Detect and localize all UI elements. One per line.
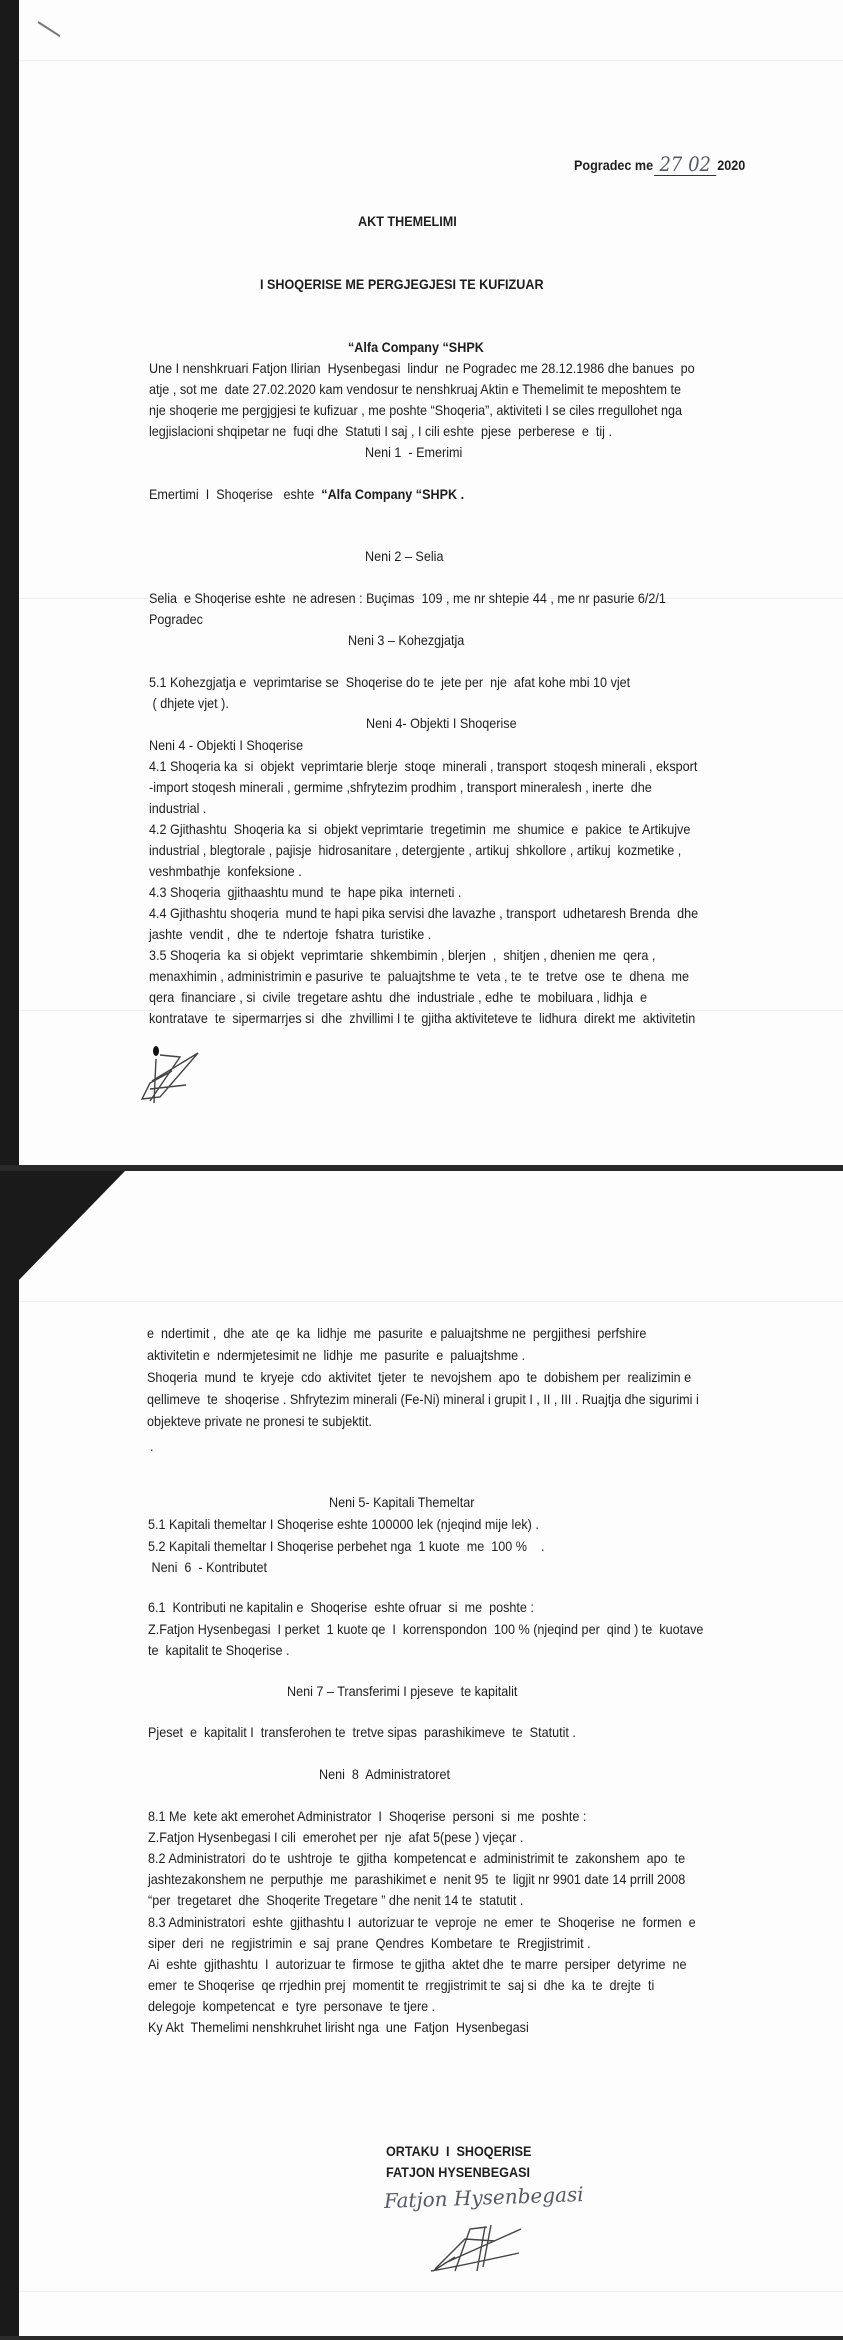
- statement-text: Emertimi I Shoqerise eshte: [149, 486, 322, 502]
- administrator-line: Z.Fatjon Hysenbegasi I cili emerohet per nje afat 5(pese ) vjeçar .: [148, 1829, 524, 1846]
- signatory-name: FATJON HYSENBEGASI: [386, 2164, 530, 2180]
- object-line: jashte vendit , dhe te ndertoje fshatra turistike .: [149, 926, 432, 942]
- scan-edge-left: [0, 1171, 19, 2337]
- article-5-heading: Neni 5- Kapitali Themeltar: [329, 1494, 475, 1510]
- capital-line: 5.2 Kapitali themeltar I Shoqerise perbehet nga 1 kuote me 100 % .: [148, 1537, 545, 1554]
- date-prefix: Pogradec me: [574, 157, 654, 173]
- signature-page-1: [120, 1045, 220, 1115]
- continuation-line: objekteve private ne pronesi te subjektit.: [147, 1413, 372, 1429]
- contribution-line: 6.1 Kontributi ne kapitalin e Shoqerise eshte ofruar si me poshte :: [148, 1599, 534, 1615]
- administrator-line: Ky Akt Themelimi nenshkruhet lirisht nga une Fatjon Hysenbegasi: [148, 2019, 529, 2035]
- capital-line: Neni 6 - Kontributet: [148, 1559, 268, 1575]
- administrator-line: 8.1 Me kete akt emerohet Administrator I Shoqerise personi si me poshte :: [148, 1808, 587, 1824]
- scan-artifact: [19, 1301, 843, 1302]
- article-1-heading: Neni 1 - Emerimi: [365, 444, 463, 460]
- article-8-heading: Neni 8 Administratoret: [319, 1766, 450, 1782]
- signatory-role: ORTAKU I SHOQERISE: [386, 2143, 532, 2159]
- object-line: 3.5 Shoqeria ka si objekt veprimtarie shkembimin , blerjen , shitjen , dhenien me qera ,: [149, 947, 656, 963]
- handwritten-name: Fatjon Hysenbegasi: [383, 2182, 585, 2213]
- object-line: 4.1 Shoqeria ka si objekt veprimtarie blerje stoqe minerali , transport stoqesh minerali , eksport: [149, 758, 698, 774]
- document-title: AKT THEMELIMI: [358, 213, 457, 229]
- duration-line: ( dhjete vjet ).: [149, 695, 229, 711]
- capital-line: 5.1 Kapitali themeltar I Shoqerise eshte 100000 lek (njeqind mije lek) .: [148, 1516, 539, 1532]
- administrator-line: 8.2 Administratori do te ushtroje te gjitha kompetencat e administrimit te zakonshem apo te: [148, 1850, 686, 1867]
- article-4-heading: Neni 4- Objekti I Shoqerise: [366, 715, 517, 731]
- continuation-line: aktivitetin e ndermjetesimit ne lidhje me pasurite e paluajtshme .: [147, 1347, 526, 1363]
- signature-page-2: [425, 2219, 535, 2279]
- object-line: -import stoqesh minerali , germime ,shfrytezim prodhim , transport mineralesh , inerte dhe: [149, 779, 652, 795]
- scan-artifact: [19, 2291, 843, 2292]
- company-name-heading: “Alfa Company “SHPK: [348, 339, 484, 355]
- document-page-2: [0, 1171, 843, 2337]
- object-line: qera financiare , si civile tregetare ashtu dhe industriale , edhe te mobiluara , lidhja e: [149, 989, 647, 1005]
- object-line: kontratave te sipermarrjes si dhe zhvillimi I te gjitha aktiviteteve te lidhura direkt me aktivitetin: [149, 1010, 696, 1026]
- stray-dot: .: [150, 1438, 154, 1454]
- object-line: veshmbathje konfeksione .: [149, 863, 302, 879]
- object-line: industrial , blegtorale , pajisje hidrosanitare , detergjente , artikuj shkollore , artikuj kozmetike ,: [149, 842, 682, 858]
- intro-paragraph-line: nje shoqerie me pergjgjesi te kufizuar , me poshte “Shoqeria”, aktiviteti I se ciles rregullohet nga: [149, 402, 682, 418]
- administrator-line: Ai eshte gjithashtu I autorizuar te firmose te gjitha aktet dhe te marre persiper detyrime ne: [148, 1955, 687, 1972]
- company-name: “Alfa Company “SHPK .: [321, 486, 465, 502]
- article-3-heading: Neni 3 – Kohezgjatja: [348, 632, 465, 648]
- document-subtitle: I SHOQERISE ME PERGJEGJESI TE KUFIZUAR: [260, 276, 544, 292]
- intro-paragraph-line: atje , sot me date 27.02.2020 kam vendosur te nenshkruaj Aktin e Themelimit te meposhtem te: [149, 381, 682, 397]
- scan-edge-left: [0, 0, 19, 1167]
- continuation-line: Shoqeria mund te kryeje cdo aktivitet tjeter te nevojshem apo te dobishem per realizimin e: [147, 1369, 692, 1385]
- seat-line: Pogradec: [149, 611, 203, 627]
- date-year: 2020: [717, 157, 746, 173]
- contribution-line: te kapitalit te Shoqerise .: [148, 1642, 290, 1658]
- administrator-line: “per tregetaret dhe Shoqerite Tregetare ” dhe nenit 14 te statutit .: [148, 1892, 524, 1909]
- continuation-line: qellimeve te shoqerise . Shfrytezim minerali (Fe-Ni) mineral i grupit I , II , III . Ruajtja dhe sigurimi i: [147, 1391, 699, 1407]
- administrator-line: siper deri ne regjistrimin e saj prane Qendres Kombetare te Rregjistrimit .: [148, 1934, 591, 1951]
- administrator-line: emer te Shoqerise qe rrjedhin prej momentit te rregjistrimit te saj si dhe ka te drejte ti: [148, 1976, 655, 1993]
- contribution-line: Z.Fatjon Hysenbegasi I perket 1 kuote qe I korrenspondon 100 % (njeqind per qind ) te kuotave: [148, 1620, 704, 1637]
- scan-artifact: [19, 60, 843, 61]
- article-2-heading: Neni 2 – Selia: [365, 548, 444, 564]
- handwritten-date: 27 02: [654, 154, 716, 176]
- pen-mark: [20, 18, 60, 48]
- object-line: 4.2 Gjithashtu Shoqeria ka si objekt veprimtarie tregetimin me shumice e pakice te Artikujve: [149, 821, 691, 837]
- page-bottom-edge: [0, 2336, 843, 2340]
- administrator-line: delegoje kompetencat e tyre personave te tjere .: [148, 1997, 436, 2014]
- object-line: 4.3 Shoqeria gjithaashtu mund te hape pika interneti .: [149, 884, 462, 900]
- object-line: 4.4 Gjithashtu shoqeria mund te hapi pika servisi dhe lavazhe , transport udhetaresh Brenda dhe: [149, 905, 699, 921]
- transfer-statement: Pjeset e kapitalit I transferohen te tretve sipas parashikimeve te Statutit .: [148, 1724, 576, 1740]
- object-line: Neni 4 - Objekti I Shoqerise: [149, 737, 304, 753]
- company-name-statement: [149, 484, 464, 505]
- object-line: menaxhimin , administrimin e pasurive te paluajtshme te veta , te te tretve ose te dhena me: [149, 968, 689, 984]
- object-line: industrial .: [149, 800, 207, 816]
- folded-corner-shadow: [0, 1171, 130, 1286]
- article-7-heading: Neni 7 – Transferimi I pjeseve te kapitalit: [287, 1683, 518, 1699]
- intro-paragraph-line: legjislacioni shqipetar ne fuqi dhe Statuti I saj , I cili eshte pjese perberese e tij .: [149, 423, 612, 439]
- administrator-line: 8.3 Administratori eshte gjithashtu I autorizuar te veproje ne emer te Shoqerise ne formen e: [148, 1913, 696, 1930]
- administrator-line: jashtezakonshem ne perputhje me parashikimet e nenit 95 te ligjit nr 9901 date 14 prrill 2008: [148, 1871, 686, 1888]
- duration-line: 5.1 Kohezgjatja e veprimtarise se Shoqerise do te jete per nje afat kohe mbi 10 vjet: [149, 674, 631, 690]
- seat-line: Selia e Shoqerise eshte ne adresen : Buçimas 109 , me nr shtepie 44 , me nr pasurie 6/2/1: [149, 590, 666, 606]
- place-date: [574, 154, 745, 175]
- continuation-line: e ndertimit , dhe ate qe ka lidhje me pasurite e paluajtshme ne pergjithesi perfshire: [147, 1325, 647, 1341]
- intro-paragraph-line: Une I nenshkruari Fatjon Ilirian Hysenbegasi lindur ne Pogradec me 28.12.1986 dhe banues po: [149, 360, 695, 376]
- document-page-1: [0, 0, 843, 1167]
